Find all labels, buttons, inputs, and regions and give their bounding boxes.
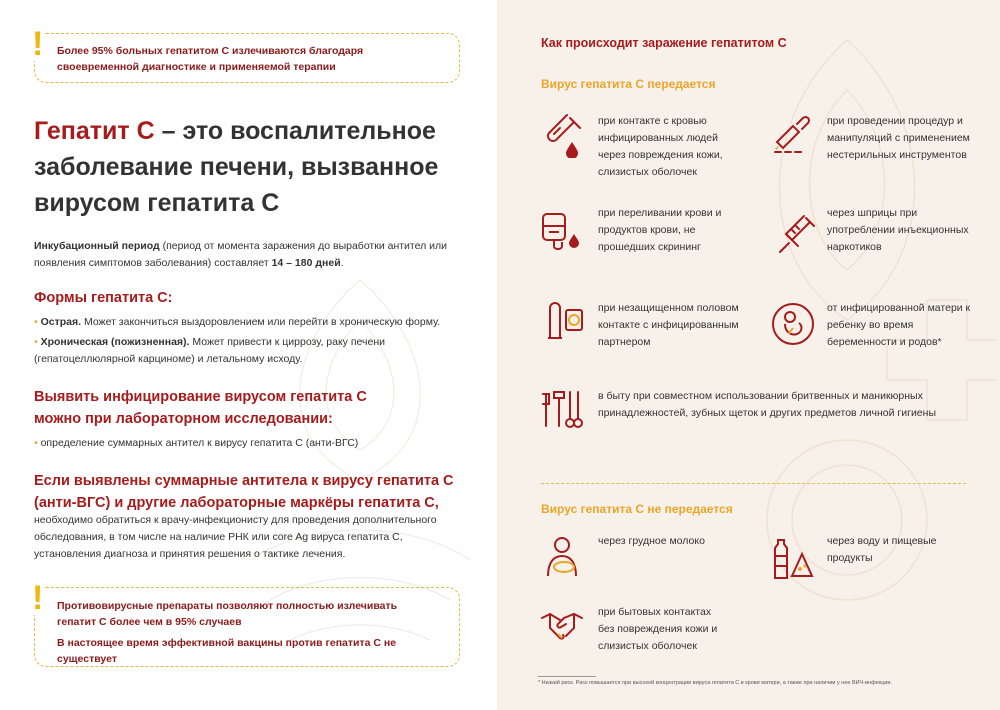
fetus-icon xyxy=(771,302,815,346)
footnote: * Низкий риск. Риск повышается при высокой концентрации вируса гепатита С в крови матери, а также при наличии у нее ВИЧ-инфекции. xyxy=(538,680,893,686)
incubation-paragraph xyxy=(34,238,464,272)
callout-top-text: Более 95% больных гепатитом С излечиваются благодаря своевременной диагностике и применяемой терапии xyxy=(57,45,364,73)
condom-icon xyxy=(542,298,586,342)
footnote-divider xyxy=(538,676,596,677)
form-chronic xyxy=(34,334,404,368)
detect-item xyxy=(34,435,464,452)
transmitted-item-text: при проведении процедур и манипуляций с применением нестерильных инструментов xyxy=(827,115,970,161)
transmitted-item-text: через шприцы при употреблении инъекционных наркотиков xyxy=(827,207,969,253)
forms-heading: Формы гепатита С: xyxy=(34,290,173,306)
incubation-label: Инкубационный период xyxy=(34,240,160,252)
transmitted-item-text: при переливании крови и продуктов крови, не прошедших скрининг xyxy=(598,207,722,253)
bullet-icon: • xyxy=(34,437,41,449)
exclamation-icon: ! xyxy=(32,25,44,63)
blood-bag-icon xyxy=(540,208,584,252)
not-transmitted-heading: Вирус гепатита С не передается xyxy=(541,502,733,516)
title-disease-name: Гепатит С xyxy=(34,117,155,145)
tattoo-pen-icon xyxy=(771,112,815,156)
form-acute xyxy=(34,314,464,331)
transmitted-item-text: в быту при совместном использовании бритвенных и маникюрных принадлежностей, зубных щеток и других предметов личной гигиены xyxy=(598,390,936,419)
form-chronic-label: Хроническая (пожизненная). xyxy=(40,336,190,348)
detect-item-text: определение суммарных антител к вирусу гепатита С (анти-ВГС) xyxy=(40,437,359,449)
bullet-icon: • xyxy=(34,316,41,328)
title-definition: – это воспалительное заболевание печени, вызванное вирусом гепатита С xyxy=(34,117,439,217)
found-heading: Если выявлены суммарные антитела к вирусу гепатита С (анти-ВГС) и другие лабораторные маркёры гепатита С, xyxy=(34,473,454,511)
found-text: необходимо обратиться к врачу-инфекционисту для проведения дополнительного обследования, в том числе на наличие РНК или core Ag вируса гепатита С, установления диагноза и принятия решения о тактике лечения. xyxy=(34,514,437,560)
not-transmitted-item-text: через воду и пищевые продукты xyxy=(827,535,937,564)
form-acute-text: Может закончиться выздоровлением или перейти в хроническую форму. xyxy=(81,316,441,328)
test-tube-blood-icon xyxy=(542,114,586,158)
not-transmitted-item-text: при бытовых контактах без повреждения кожи и слизистых оболочек xyxy=(598,606,718,652)
detect-heading: Выявить инфицирование вирусом гепатита С можно при лабораторном исследовании: xyxy=(34,389,367,427)
incubation-end: . xyxy=(340,257,344,269)
not-transmitted-item-text: через грудное молоко xyxy=(598,535,705,547)
breastfeeding-icon xyxy=(542,534,586,578)
water-food-icon xyxy=(770,536,814,580)
personal-items-icon xyxy=(540,388,584,432)
transmitted-item-text: от инфицированной матери к ребенку во время беременности и родов* xyxy=(827,302,971,348)
syringe-icon xyxy=(776,212,820,256)
section-divider xyxy=(541,483,966,484)
exclamation-icon: ! xyxy=(32,579,44,617)
right-title: Как происходит заражение гепатитом С xyxy=(541,36,787,50)
form-acute-label: Острая. xyxy=(40,316,82,328)
transmitted-heading: Вирус гепатита С передается xyxy=(541,77,716,91)
handshake-icon xyxy=(540,604,584,648)
transmitted-item-text: при незащищенном половом контакте с инфицированным партнером xyxy=(598,302,739,348)
form-chronic-text: Может привести к циррозу, раку печени (гепатоцеллюлярной карциноме) и летальному исходу. xyxy=(34,336,385,365)
transmitted-item-text: при контакте с кровью инфицированных людей через повреждения кожи, слизистых оболочек xyxy=(598,115,723,178)
bullet-icon: • xyxy=(34,336,41,348)
incubation-days: 14 – 180 дней xyxy=(271,257,341,269)
left-panel xyxy=(0,0,497,710)
page-title xyxy=(34,113,474,221)
incubation-text: (период от момента заражения до выработки антител или появления симптомов заболевания) составляет xyxy=(34,240,448,269)
callout-bottom-text-2: В настоящее время эффективной вакцины против гепатита С не существует xyxy=(57,637,397,665)
callout-bottom-text-1: Противовирусные препараты позволяют полностью излечивать гепатит С более чем в 95% случаев xyxy=(57,600,398,628)
